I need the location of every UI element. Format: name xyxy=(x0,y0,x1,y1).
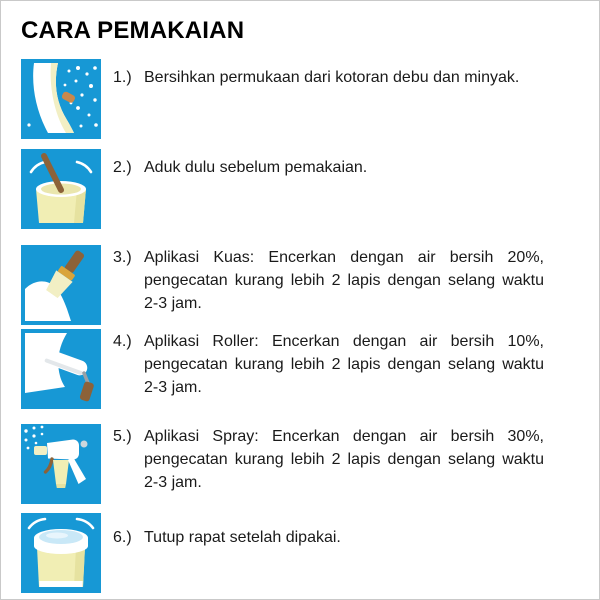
step-number: 2.) xyxy=(113,159,132,176)
step-text: Aduk dulu sebelum pemakaian. xyxy=(144,159,368,176)
step-number: 5.) xyxy=(113,428,132,445)
step-row-1 xyxy=(21,59,581,139)
step-number: 6.) xyxy=(113,529,132,546)
step-icon-box xyxy=(21,59,101,139)
paint-brush-icon xyxy=(21,245,101,325)
step-row-6 xyxy=(21,513,581,593)
step-text: Tutup rapat setelah dipakai. xyxy=(144,529,341,546)
step-text: Aplikasi Spray: Encerkan dengan air bersih 30%, pengecatan kurang lebih 2 lapis dengan selang waktu 2-3 jam. xyxy=(144,428,544,491)
paint-roller-icon xyxy=(21,329,101,409)
wipe-clean-icon xyxy=(21,59,101,139)
step-text: Aplikasi Kuas: Encerkan dengan air bersih 20%, pengecatan kurang lebih 2 lapis dengan selang waktu 2-3 jam. xyxy=(144,249,544,312)
step-icon-box xyxy=(21,329,101,409)
step-row-2 xyxy=(21,149,581,229)
step-row-3 xyxy=(21,245,581,325)
step-icon-box xyxy=(21,424,101,504)
step-number: 3.) xyxy=(113,249,132,266)
step-text: Bersihkan permukaan dari kotoran debu dan minyak. xyxy=(144,69,520,86)
step-row-4 xyxy=(21,329,581,409)
spray-gun-icon xyxy=(21,424,101,504)
step-icon-box xyxy=(21,513,101,593)
step-text: Aplikasi Roller: Encerkan dengan air bersih 10%, pengecatan kurang lebih 2 lapis dengan selang waktu 2-3 jam. xyxy=(144,333,544,396)
step-number: 4.) xyxy=(113,333,132,350)
step-number: 1.) xyxy=(113,69,132,86)
step-row-5 xyxy=(21,424,581,504)
step-icon-box xyxy=(21,149,101,229)
page-title: CARA PEMAKAIAN xyxy=(21,17,245,44)
close-lid-icon xyxy=(21,513,101,593)
stir-paint-icon xyxy=(21,149,101,229)
step-icon-box xyxy=(21,245,101,325)
